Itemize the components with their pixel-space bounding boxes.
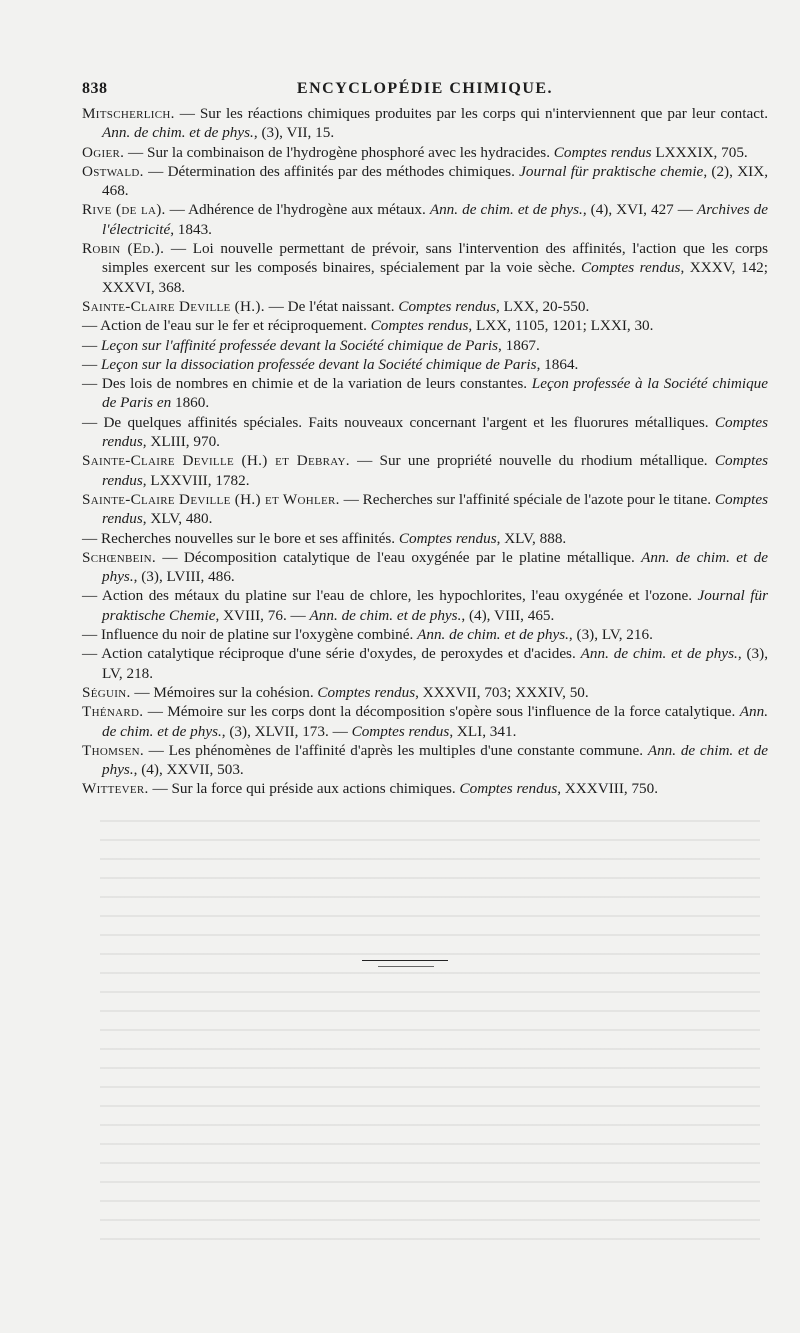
bibliography-entry	[82, 529, 768, 548]
entry-reference: , 1843.	[170, 220, 212, 238]
entry-title: — Loi nouvelle permettant de prévoir, sans l'intervention des affinités, l'action que les corps simples exercent sur les composés binaires, spécialement par la voie sèche.	[102, 240, 768, 277]
entry-reference: , (4), XVI, 427 —	[582, 201, 698, 219]
entry-journal: Comptes rendus	[398, 297, 497, 315]
entry-title: — Des lois de nombres en chimie et de la variation de leurs constantes.	[82, 375, 532, 393]
entry-journal: Leçon professée à la Société chimique de Paris en	[102, 375, 768, 412]
entry-title: — De quelques affinités spéciales. Faits nouveaux concernant l'argent et les fluorures métalliques.	[82, 413, 715, 431]
entry-journal: Ann. de chim. et de phys.	[102, 741, 768, 779]
entry-journal: Comptes rendus	[581, 259, 681, 277]
entry-journal: Comptes rendus	[317, 683, 416, 701]
entry-reference: LXXXIX, 705.	[651, 143, 748, 161]
bibliography-entry	[82, 625, 768, 644]
entry-journal: Comptes rendus	[102, 413, 768, 451]
entry-title: — Action de l'eau sur le fer et réciproquement.	[82, 317, 371, 335]
entry-reference: 1860.	[171, 394, 210, 412]
entry-journal: Comptes rendus	[370, 317, 469, 335]
entry-journal: Comptes rendus	[102, 490, 768, 528]
entry-reference: , (3), LV, 218.	[102, 645, 768, 682]
running-head	[82, 80, 768, 100]
bibliography-entry	[82, 143, 768, 162]
entry-author: Wittever.	[82, 780, 149, 798]
running-title: ENCYCLOPÉDIE CHIMIQUE.	[296, 80, 554, 97]
entry-journal: Archives de l'électricité	[102, 201, 768, 238]
entry-reference: , LXX, 1105, 1201; LXXI, 30.	[468, 317, 654, 335]
entry-journal: Comptes rendus	[102, 452, 768, 489]
entry-title: — Les phénomènes de l'affinité d'après les multiples d'une constante commune.	[143, 741, 648, 759]
entry-journal: Journal für praktische chemie	[519, 162, 704, 180]
entry-author: Thénard.	[82, 703, 144, 721]
entry-title: — Sur la force qui préside aux actions chimiques.	[148, 780, 460, 798]
entry-author: Sainte-Claire Deville (H.) et Wohler.	[82, 490, 340, 508]
entry-author: Mitscherlich.	[82, 105, 175, 122]
bibliography-entry	[82, 374, 768, 413]
end-rule	[362, 960, 448, 961]
entry-author: Séguin.	[82, 683, 131, 701]
entry-reference: , (4), VIII, 465.	[461, 606, 555, 624]
entry-journal: Ann. de chim. et de phys.	[102, 703, 768, 740]
entry-reference: , (3), VII, 15.	[253, 124, 335, 142]
entry-journal: Comptes rendus	[553, 143, 652, 161]
bibliography-entry	[82, 336, 768, 355]
entry-journal: Journal für praktische Chemie	[102, 587, 768, 624]
bibliography-entry	[82, 451, 768, 490]
entry-reference: , LXXVIII, 1782.	[142, 471, 250, 489]
entry-author: Sainte-Claire Deville (H.).	[82, 297, 265, 315]
entry-title: — Recherches sur l'affinité spéciale de l'azote pour le titane.	[339, 490, 715, 508]
entry-title: — Influence du noir de platine sur l'oxygène combiné.	[82, 626, 418, 644]
bibliography-entry	[82, 683, 768, 702]
entry-journal: Ann. de chim. et de phys.	[102, 548, 768, 586]
bibliography-entry	[82, 355, 768, 374]
show-through-text	[100, 820, 760, 1240]
entry-author: Schœnbein.	[82, 548, 156, 566]
entry-title: — Action des métaux du platine sur l'eau de chlore, les hypochlorites, l'eau oxygénée et l'ozone.	[82, 587, 698, 605]
entry-title: — Mémoires sur la cohésion.	[130, 683, 318, 701]
entry-title: — Décomposition catalytique de l'eau oxygénée par le platine métallique.	[155, 548, 642, 566]
entry-title: — Sur les réactions chimiques produites par les corps qui n'interviennent que par leur contact.	[174, 105, 768, 122]
bibliography-entry	[82, 104, 768, 143]
entry-journal: Ann. de chim. et de phys.	[429, 201, 583, 219]
bibliography-entry	[82, 702, 768, 741]
entry-journal: Ann. de chim. et de phys.	[102, 124, 254, 142]
entry-journal: Leçon sur l'affinité professée devant la Société chimique de Paris	[100, 336, 499, 354]
entry-author: Ostwald.	[82, 162, 144, 180]
entry-reference: , XLV, 480.	[142, 510, 213, 528]
entry-author: Sainte-Claire Deville (H.) et Debray.	[82, 452, 350, 470]
entry-reference: , XLV, 888.	[496, 529, 567, 547]
bibliography-entry	[82, 779, 768, 798]
bibliography-entry	[82, 316, 768, 335]
entry-reference: , (4), XXVII, 503.	[133, 761, 244, 779]
entry-title: —	[82, 336, 101, 354]
entry-reference: , XLIII, 970.	[142, 433, 220, 451]
bibliography-entry	[82, 741, 768, 780]
end-rule-secondary	[378, 966, 434, 967]
entry-reference: , XXXV, 142; XXXVI, 368.	[102, 259, 768, 296]
entry-author: Thomsen.	[82, 741, 144, 759]
entry-reference: , XXXVIII, 750.	[557, 780, 659, 798]
entry-journal: Comptes rendus	[459, 780, 558, 798]
entry-reference: , XXXVII, 703; XXXIV, 50.	[415, 683, 589, 701]
bibliography-entry	[82, 413, 768, 452]
entry-title: — Action catalytique réciproque d'une série d'oxydes, de peroxydes et d'acides.	[82, 645, 581, 663]
bibliography-entry	[82, 200, 768, 239]
entry-reference: , (2), XIX, 468.	[102, 162, 768, 200]
entry-title: — Mémoire sur les corps dont la décomposition s'opère sous l'influence de la force catalytique.	[143, 703, 740, 721]
entry-author: Rive (de la).	[82, 201, 166, 219]
entry-title: — Sur une propriété nouvelle du rhodium métallique.	[349, 452, 715, 470]
entry-reference: , XVIII, 76. —	[215, 606, 310, 624]
entry-reference: , 1864.	[536, 355, 579, 373]
entry-title: — Sur la combinaison de l'hydrogène phosphoré avec les hydracides.	[124, 143, 554, 161]
entry-title: — De l'état naissant.	[264, 297, 399, 315]
entry-reference: , XLI, 341.	[449, 722, 517, 740]
entry-title: —	[82, 355, 101, 373]
bibliography-entry	[82, 297, 768, 316]
entry-title: — Adhérence de l'hydrogène aux métaux.	[165, 201, 430, 219]
entry-journal: Comptes rendus	[398, 529, 497, 547]
bibliography-entry	[82, 586, 768, 625]
entry-reference: , (3), LV, 216.	[568, 626, 653, 644]
entry-journal: Ann. de chim. et de phys.	[580, 645, 738, 663]
entry-title: — Détermination des affinités par des méthodes chimiques.	[143, 162, 520, 180]
bibliography-entry	[82, 490, 768, 529]
bibliography-list	[82, 104, 768, 799]
entry-journal: Comptes rendus	[351, 722, 450, 740]
entry-journal: Ann. de chim. et de phys.	[417, 626, 569, 644]
entry-reference: , LXX, 20-550.	[496, 297, 590, 315]
page-number: 838	[82, 80, 108, 97]
entry-reference: , 1867.	[498, 336, 540, 354]
entry-reference: , (3), LVIII, 486.	[133, 568, 235, 586]
entry-title: — Recherches nouvelles sur le bore et ses affinités.	[82, 529, 399, 547]
entry-journal: Leçon sur la dissociation professée devant la Société chimique de Paris	[100, 355, 537, 373]
bibliography-entry	[82, 548, 768, 587]
bibliography-entry	[82, 239, 768, 297]
entry-reference: , (3), XLVII, 173. —	[221, 722, 352, 740]
entry-journal: Ann. de chim. et de phys.	[309, 606, 462, 624]
bibliography-entry	[82, 644, 768, 683]
entry-author: Robin (Ed.).	[82, 240, 165, 258]
bibliography-entry	[82, 162, 768, 201]
entry-author: Ogier.	[82, 143, 125, 161]
